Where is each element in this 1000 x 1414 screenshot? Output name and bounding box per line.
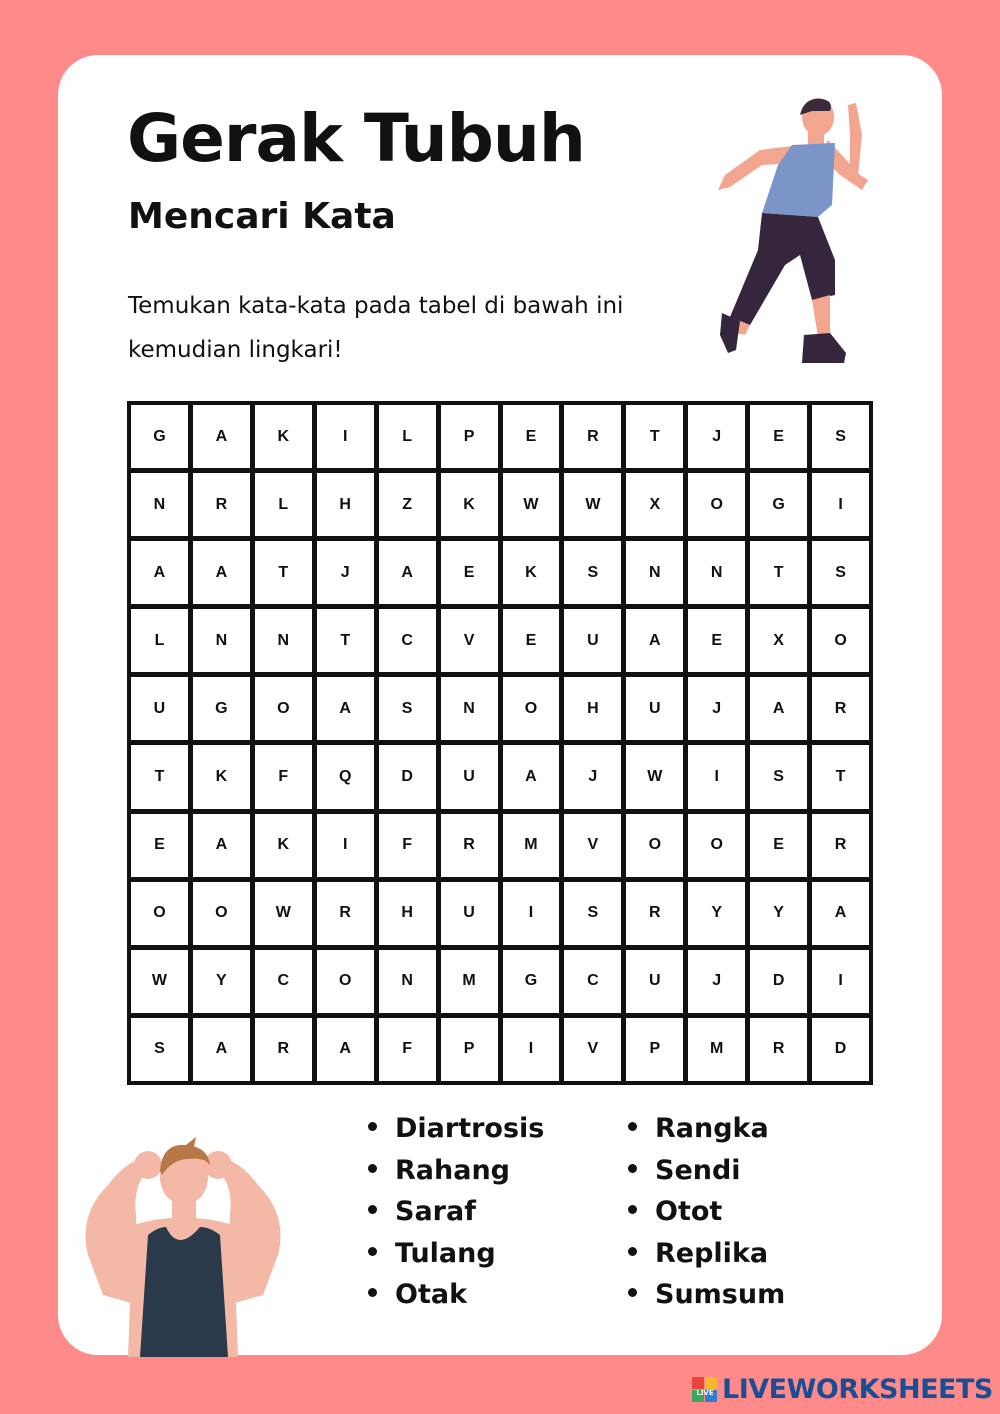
word-search-grid: [127, 401, 873, 1085]
grid-cell[interactable]: L: [131, 609, 188, 672]
grid-cell[interactable]: K: [503, 541, 560, 604]
grid-cell[interactable]: N: [626, 541, 683, 604]
grid-cell[interactable]: U: [441, 745, 498, 808]
liveworksheets-logo-icon: [692, 1377, 718, 1403]
grid-cell[interactable]: Q: [317, 745, 374, 808]
grid-cell[interactable]: D: [750, 950, 807, 1013]
grid-cell[interactable]: A: [812, 882, 869, 945]
grid-cell[interactable]: J: [688, 405, 745, 468]
word-list-right: [628, 1108, 785, 1316]
grid-cell[interactable]: N: [688, 541, 745, 604]
grid-cell[interactable]: T: [812, 745, 869, 808]
word-item: Rangka: [628, 1108, 785, 1150]
grid-cell[interactable]: A: [131, 541, 188, 604]
grid-cell[interactable]: E: [750, 405, 807, 468]
grid-cell[interactable]: W: [255, 882, 312, 945]
grid-cell[interactable]: O: [503, 677, 560, 740]
grid-cell[interactable]: M: [441, 950, 498, 1013]
grid-cell[interactable]: P: [441, 405, 498, 468]
word-item: Otak: [368, 1274, 544, 1316]
grid-cell[interactable]: E: [441, 541, 498, 604]
grid-cell[interactable]: W: [626, 745, 683, 808]
grid-cell[interactable]: S: [564, 541, 621, 604]
grid-cell[interactable]: E: [503, 609, 560, 672]
grid-cell[interactable]: T: [255, 541, 312, 604]
grid-cell[interactable]: R: [812, 677, 869, 740]
word-item: Replika: [628, 1233, 785, 1275]
grid-cell[interactable]: U: [626, 950, 683, 1013]
grid-cell[interactable]: I: [812, 473, 869, 536]
grid-cell[interactable]: S: [812, 405, 869, 468]
grid-cell[interactable]: G: [131, 405, 188, 468]
grid-cell[interactable]: L: [379, 405, 436, 468]
grid-cell[interactable]: U: [441, 882, 498, 945]
grid-cell[interactable]: X: [626, 473, 683, 536]
grid-cell[interactable]: K: [441, 473, 498, 536]
grid-cell[interactable]: I: [503, 882, 560, 945]
grid-cell[interactable]: C: [255, 950, 312, 1013]
grid-cell[interactable]: A: [750, 677, 807, 740]
grid-cell[interactable]: W: [131, 950, 188, 1013]
grid-cell[interactable]: W: [503, 473, 560, 536]
grid-cell[interactable]: N: [441, 677, 498, 740]
grid-cell[interactable]: I: [317, 405, 374, 468]
grid-cell[interactable]: W: [564, 473, 621, 536]
grid-cell[interactable]: Y: [750, 882, 807, 945]
word-item: Rahang: [368, 1150, 544, 1192]
grid-cell[interactable]: F: [379, 1018, 436, 1081]
word-item: Otot: [628, 1191, 785, 1233]
grid-cell[interactable]: R: [193, 473, 250, 536]
grid-cell[interactable]: S: [750, 745, 807, 808]
grid-cell[interactable]: A: [317, 1018, 374, 1081]
grid-cell[interactable]: S: [564, 882, 621, 945]
grid-cell[interactable]: M: [503, 814, 560, 877]
grid-cell[interactable]: V: [564, 1018, 621, 1081]
word-item: Sumsum: [628, 1274, 785, 1316]
grid-cell[interactable]: C: [379, 609, 436, 672]
grid-cell[interactable]: R: [812, 814, 869, 877]
grid-cell[interactable]: A: [379, 541, 436, 604]
grid-cell[interactable]: K: [255, 405, 312, 468]
grid-cell[interactable]: D: [812, 1018, 869, 1081]
grid-cell[interactable]: G: [503, 950, 560, 1013]
grid-cell[interactable]: R: [750, 1018, 807, 1081]
grid-cell[interactable]: E: [131, 814, 188, 877]
grid-cell[interactable]: K: [193, 745, 250, 808]
grid-cell[interactable]: A: [317, 677, 374, 740]
word-item: Sendi: [628, 1150, 785, 1192]
grid-cell[interactable]: N: [379, 950, 436, 1013]
grid-cell[interactable]: U: [626, 677, 683, 740]
grid-cell[interactable]: X: [750, 609, 807, 672]
page-title: Gerak Tubuh: [127, 100, 585, 177]
grid-cell[interactable]: N: [255, 609, 312, 672]
grid-cell[interactable]: D: [379, 745, 436, 808]
grid-cell[interactable]: G: [750, 473, 807, 536]
grid-cell[interactable]: C: [564, 950, 621, 1013]
grid-cell[interactable]: A: [193, 814, 250, 877]
grid-cell[interactable]: F: [255, 745, 312, 808]
liveworksheets-logo: [692, 1374, 993, 1405]
grid-cell[interactable]: S: [131, 1018, 188, 1081]
grid-cell[interactable]: R: [564, 405, 621, 468]
grid-cell[interactable]: M: [688, 1018, 745, 1081]
grid-cell[interactable]: F: [379, 814, 436, 877]
grid-cell[interactable]: J: [688, 950, 745, 1013]
grid-cell[interactable]: R: [441, 814, 498, 877]
grid-cell[interactable]: I: [688, 745, 745, 808]
grid-cell[interactable]: L: [255, 473, 312, 536]
grid-cell[interactable]: O: [317, 950, 374, 1013]
grid-cell[interactable]: A: [193, 405, 250, 468]
grid-cell[interactable]: R: [626, 882, 683, 945]
grid-cell[interactable]: J: [564, 745, 621, 808]
grid-cell[interactable]: H: [564, 677, 621, 740]
grid-cell[interactable]: O: [812, 609, 869, 672]
grid-cell[interactable]: O: [255, 677, 312, 740]
grid-cell[interactable]: Y: [688, 882, 745, 945]
grid-cell[interactable]: U: [564, 609, 621, 672]
grid-cell[interactable]: S: [379, 677, 436, 740]
instructions-text: Temukan kata-kata pada tabel di bawah ini kemudian lingkari!: [128, 293, 624, 363]
grid-cell[interactable]: V: [564, 814, 621, 877]
grid-cell[interactable]: T: [750, 541, 807, 604]
grid-cell[interactable]: Z: [379, 473, 436, 536]
grid-cell[interactable]: T: [131, 745, 188, 808]
grid-cell[interactable]: O: [131, 882, 188, 945]
word-item: Tulang: [368, 1233, 544, 1275]
grid-cell[interactable]: H: [379, 882, 436, 945]
grid-cell[interactable]: R: [255, 1018, 312, 1081]
word-item: Diartrosis: [368, 1108, 544, 1150]
grid-cell[interactable]: P: [441, 1018, 498, 1081]
grid-cell[interactable]: V: [441, 609, 498, 672]
grid-cell[interactable]: A: [193, 1018, 250, 1081]
grid-cell[interactable]: E: [688, 609, 745, 672]
grid-cell[interactable]: O: [688, 814, 745, 877]
grid-cell[interactable]: Y: [193, 950, 250, 1013]
grid-cell[interactable]: E: [750, 814, 807, 877]
grid-cell[interactable]: E: [503, 405, 560, 468]
grid-cell[interactable]: A: [193, 541, 250, 604]
grid-cell[interactable]: S: [812, 541, 869, 604]
logo-badge-text: LIVE: [696, 1388, 714, 1397]
grid-cell[interactable]: A: [503, 745, 560, 808]
grid-cell[interactable]: R: [317, 882, 374, 945]
grid-cell[interactable]: A: [626, 609, 683, 672]
grid-cell[interactable]: T: [626, 405, 683, 468]
grid-cell[interactable]: N: [131, 473, 188, 536]
grid-cell[interactable]: I: [812, 950, 869, 1013]
flexing-man-illustration: [78, 1135, 288, 1357]
grid-cell[interactable]: N: [193, 609, 250, 672]
logo-text: LIVEWORKSHEETS: [722, 1374, 993, 1405]
grid-cell[interactable]: G: [193, 677, 250, 740]
grid-cell[interactable]: O: [626, 814, 683, 877]
runner-illustration: [700, 95, 875, 370]
grid-cell[interactable]: H: [317, 473, 374, 536]
grid-cell[interactable]: J: [688, 677, 745, 740]
grid-cell[interactable]: K: [255, 814, 312, 877]
word-item: Saraf: [368, 1191, 544, 1233]
page-subtitle: Mencari Kata: [128, 196, 396, 237]
word-list-left: [368, 1108, 544, 1316]
grid-cell[interactable]: T: [317, 609, 374, 672]
grid-cell[interactable]: J: [317, 541, 374, 604]
grid-cell[interactable]: I: [503, 1018, 560, 1081]
grid-cell[interactable]: O: [193, 882, 250, 945]
grid-cell[interactable]: U: [131, 677, 188, 740]
grid-cell[interactable]: I: [317, 814, 374, 877]
grid-cell[interactable]: P: [626, 1018, 683, 1081]
grid-cell[interactable]: O: [688, 473, 745, 536]
